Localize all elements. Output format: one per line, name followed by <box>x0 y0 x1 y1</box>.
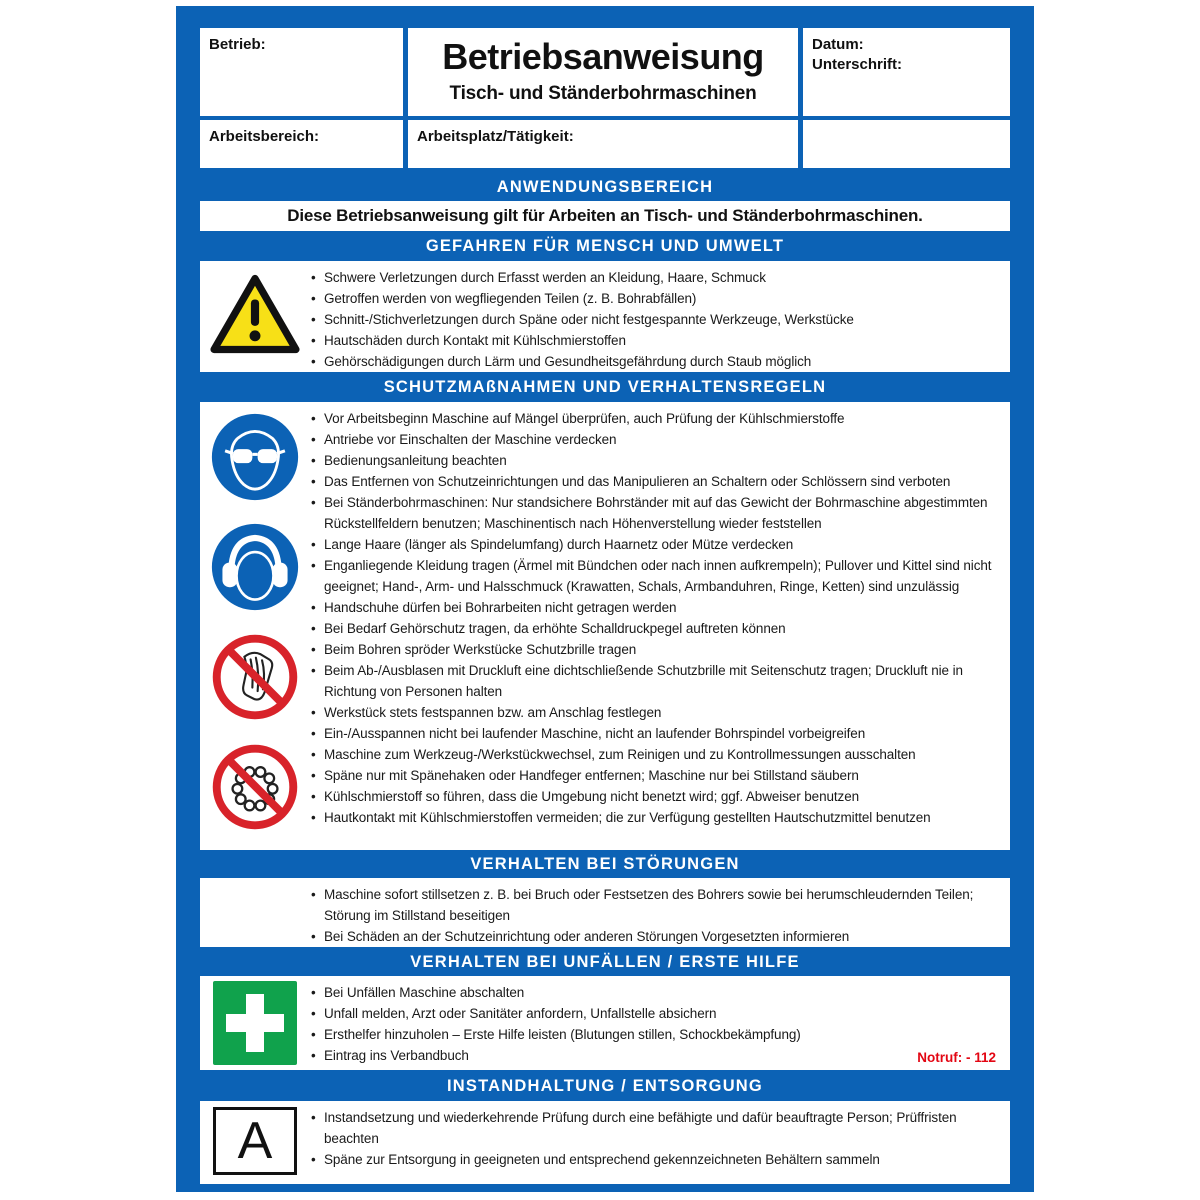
list-item: • Bei Schäden an der Schutzeinrichtung oder anderen Störungen Vorgesetzten informieren <box>310 926 998 947</box>
wear-ear-protection-icon <box>211 523 299 616</box>
arbeitsbereich-field <box>200 120 403 168</box>
section-heading-gefahren: GEFAHREN FÜR MENSCH UND UMWELT <box>425 236 785 255</box>
stoerungen-list <box>310 878 998 947</box>
header-row-1 <box>200 28 1010 116</box>
page-title: Betriebsanweisung <box>442 36 764 78</box>
list-item: • Gehörschädigungen durch Lärm und Gesundheitsgefährdung durch Staub möglich <box>310 351 998 372</box>
list-item: • Eintrag ins Verbandbuch <box>310 1045 998 1066</box>
list-item: • Hautschäden durch Kontakt mit Kühlschmierstoffen <box>310 330 998 351</box>
gefahren-section <box>200 261 1010 372</box>
jewelry-chain-prohibited-icon <box>211 743 299 836</box>
datum-label: Datum: <box>812 36 864 53</box>
section-heading-unfaelle: VERHALTEN BEI UNFÄLLEN / ERSTE HILFE <box>410 952 800 971</box>
list-item: • Maschine zum Werkzeug-/Werkstückwechsel, zum Reinigen und zu Kontrollmessungen ausschalten <box>310 744 998 765</box>
anwendungsbereich-statement: Diese Betriebsanweisung gilt für Arbeiten an Tisch- und Ständerbohrmaschinen. <box>200 201 1010 231</box>
first-aid-cross-icon <box>213 981 297 1070</box>
list-item: • Bei Ständerbohrmaschinen: Nur standsichere Bohrständer mit auf das Gewicht der Bohrmaschine abgestimmten Rückstellfeldern benutzen; Maschinentisch nach Höhenverstellung wieder feststellen <box>310 492 998 534</box>
list-item: • Schwere Verletzungen durch Erfasst werden an Kleidung, Haare, Schmuck <box>310 267 998 288</box>
section-heading-schutz: SCHUTZMAßNAHMEN UND VERHALTENSREGELN <box>383 377 827 396</box>
list-item: • Beim Ab-/Ausblasen mit Druckluft eine dichtschließende Schutzbrille mit Seitenschutz tragen; Druckluft nie in Richtung von Personen halten <box>310 660 998 702</box>
betriebsanweisung-poster <box>176 6 1034 1192</box>
list-item: • Beim Bohren spröder Werkstücke Schutzbrille tragen <box>310 639 998 660</box>
list-item: • Hautkontakt mit Kühlschmierstoffen vermeiden; die zur Verfügung gestellten Hautschutzmittel benutzen <box>310 807 998 828</box>
schutz-section <box>200 402 1010 850</box>
list-item: • Antriebe vor Einschalten der Maschine verdecken <box>310 429 998 450</box>
section-heading-instandhaltung: INSTANDHALTUNG / ENTSORGUNG <box>447 1076 763 1095</box>
list-item: • Lange Haare (länger als Spindelumfang) durch Haarnetz oder Mütze verdecken <box>310 534 998 555</box>
unterschrift-label: Unterschrift: <box>812 56 903 74</box>
schutz-list <box>310 402 998 828</box>
list-item: • Enganliegende Kleidung tragen (Ärmel mit Bündchen oder nach innen aufkrempeln); Pullover und Kittel sind nicht geeignet; Hand-, Arm- und Halsschmuck (Krawatten, Schals, Armbanduhren, Ringe, Ketten) sind unzulässig <box>310 555 998 597</box>
arbeitsplatz-field <box>408 120 798 168</box>
gloves-prohibited-icon <box>211 633 299 726</box>
list-item: • Getroffen werden von wegfliegenden Teilen (z. B. Bohrabfällen) <box>310 288 998 309</box>
gefahren-list <box>310 261 998 372</box>
list-item: • Bedienungsanleitung beachten <box>310 450 998 471</box>
datum-unterschrift-field <box>803 28 1010 116</box>
list-item: • Schnitt-/Stichverletzungen durch Späne oder nicht festgespannte Werkzeuge, Werkstücke <box>310 309 998 330</box>
instandhaltung-section <box>200 1101 1010 1184</box>
list-item: • Vor Arbeitsbeginn Maschine auf Mängel überprüfen, auch Prüfung der Kühlschmierstoffe <box>310 408 998 429</box>
arbeitsplatz-label: Arbeitsplatz/Tätigkeit: <box>417 128 574 145</box>
list-item: • Bei Unfällen Maschine abschalten <box>310 982 998 1003</box>
unfaelle-section <box>200 976 1010 1070</box>
list-item: • Das Entfernen von Schutzeinrichtungen und das Manipulieren an Schaltern oder Schlössern sind verboten <box>310 471 998 492</box>
section-heading-stoerungen: VERHALTEN BEI STÖRUNGEN <box>470 854 740 873</box>
list-item: • Bei Bedarf Gehörschutz tragen, da erhöhte Schalldruckpegel auftreten können <box>310 618 998 639</box>
wear-eye-protection-icon <box>211 413 299 506</box>
list-item: • Handschuhe dürfen bei Bohrarbeiten nicht getragen werden <box>310 597 998 618</box>
stoerungen-section <box>200 878 1010 947</box>
instandhaltung-list <box>310 1101 998 1170</box>
betrieb-label: Betrieb: <box>209 36 266 53</box>
list-item: • Kühlschmierstoff so führen, dass die Umgebung nicht benetzt wird; ggf. Abweiser benutzen <box>310 786 998 807</box>
list-item: • Späne nur mit Spänehaken oder Handfeger entfernen; Maschine nur bei Stillstand säubern <box>310 765 998 786</box>
header-empty-field <box>803 120 1010 168</box>
list-item: • Ein-/Ausspannen nicht bei laufender Maschine, nicht an laufender Bohrspindel vorbeigreifen <box>310 723 998 744</box>
section-heading-anwendungsbereich: ANWENDUNGSBEREICH <box>496 177 714 196</box>
header-row-2 <box>200 120 1010 168</box>
list-item: • Späne zur Entsorgung in geeigneten und entsprechend gekennzeichneten Behältern sammeln <box>310 1149 998 1170</box>
betrieb-field <box>200 28 403 116</box>
notruf-number: Notruf: - 112 <box>917 1050 996 1065</box>
page-subtitle: Tisch- und Ständerbohrmaschinen <box>449 82 757 104</box>
list-item: • Maschine sofort stillsetzen z. B. bei Bruch oder Festsetzen des Bohrers sowie bei herumschleudernden Teilen; Störung im Stillstand beseitigen <box>310 884 998 926</box>
list-item: • Instandsetzung und wiederkehrende Prüfung durch eine befähigte und dafür beauftragte Person; Prüffristen beachten <box>310 1107 998 1149</box>
list-item: • Unfall melden, Arzt oder Sanitäter anfordern, Unfallstelle absichern <box>310 1003 998 1024</box>
warning-triangle-icon <box>209 274 301 359</box>
list-item: • Werkstück stets festspannen bzw. am Anschlag festlegen <box>310 702 998 723</box>
befaehigte-person-icon: A <box>213 1107 297 1175</box>
arbeitsbereich-label: Arbeitsbereich: <box>209 128 320 145</box>
unfaelle-list <box>310 976 998 1066</box>
list-item: • Ersthelfer hinzuholen – Erste Hilfe leisten (Blutungen stillen, Schockbekämpfung) <box>310 1024 998 1045</box>
title-cell <box>408 28 798 116</box>
